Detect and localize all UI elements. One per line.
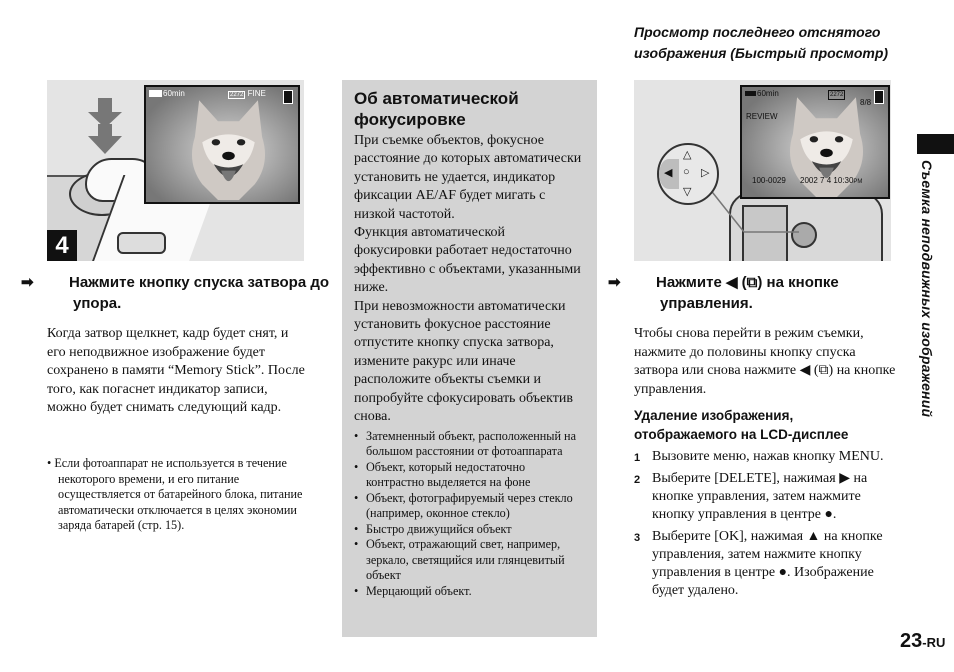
list-item: • Объект, отражающий свет, например, зеркало, светящийся или глянцевитый объект — [354, 537, 585, 584]
file-number: 100-0029 — [752, 176, 786, 185]
step-instruction: ➡ Нажмите кнопку спуска затвора до упора. — [21, 274, 330, 312]
list-item: 1 Вызовите меню, нажав кнопку MENU. — [634, 449, 884, 464]
viewfinder — [117, 232, 166, 254]
delete-steps-list — [634, 448, 896, 604]
left-button[interactable]: ◀ — [664, 167, 673, 179]
battery-indicator: 60min — [149, 90, 185, 98]
dog-photo — [176, 95, 281, 200]
list-item: • Быстро движущийся объект — [354, 522, 585, 538]
image-size-indicator: 2272 FINE — [230, 89, 266, 98]
review-mode-label: REVIEW — [746, 112, 778, 121]
battery-indicator: 60min — [745, 90, 779, 98]
step-number: 4 — [47, 230, 77, 261]
down-button[interactable]: ▽ — [683, 186, 692, 198]
right-button[interactable]: ▷ — [701, 167, 710, 179]
center-button[interactable]: ○ — [683, 166, 690, 178]
memory-stick-icon — [283, 90, 293, 104]
control-pad[interactable] — [657, 143, 719, 205]
image-size-indicator: 2272 — [830, 92, 844, 98]
lcd-screen — [740, 85, 890, 199]
arrow-icon: ➡ — [21, 274, 34, 291]
list-item: 2 Выберите [DELETE], нажимая ▶ на кнопке управления, затем нажмите кнопку управления в центре ●. — [634, 471, 868, 522]
list-item: 3 Выберите [OK], нажимая ▲ на кнопке управления, затем нажмите кнопку управления в центре ●. Изображение будет удалено. — [634, 529, 883, 598]
list-item: • Затемненный объект, расположенный на большом расстоянии от фотоаппарата — [354, 429, 585, 460]
page-number: 23-RU — [900, 630, 946, 652]
arrow-icon: ➡ — [608, 274, 621, 291]
autofocus-title: Об автоматической фокусировке — [354, 89, 519, 129]
autofocus-paragraph-2: Функция автоматической фокусировки работает недостаточно эффективно с объектами, указанными ниже. — [354, 225, 581, 296]
section-title: Просмотр последнего отснятого изображения (Быстрый просмотр) — [634, 24, 889, 61]
up-button[interactable]: △ — [683, 149, 692, 161]
autofocus-paragraph-1: При съемке объектов, фокусное расстояние до которых автоматически установить не удается, индикатор фиксации AE/AF будет мигать с низкой частотой. — [354, 133, 582, 222]
chapter-title: Съемка неподвижных изображений — [919, 160, 935, 418]
review-illustration — [634, 80, 891, 261]
list-item: • Мерцающий объект. — [354, 584, 585, 600]
autofocus-bullet-list — [354, 429, 585, 600]
memory-stick-icon — [874, 90, 884, 104]
press-down-arrows-icon — [87, 98, 123, 156]
list-item: • Объект, который недостаточно контрастно выделяется на фоне — [354, 460, 585, 491]
list-item: • Объект, фотографируемый через стекло (например, оконное стекло) — [354, 491, 585, 522]
chapter-tab-marker — [917, 134, 954, 154]
delete-heading: Удаление изображения, отображаемого на LCD-дисплее — [634, 408, 849, 442]
step-body: Когда затвор щелкнет, кадр будет снят, и его неподвижное изображение будет сохранено в памяти “Memory Stick”. После того, как погаснет индикатор записи, можно будет снимать следующий кадр. — [47, 326, 305, 415]
power-note: • Если фотоаппарат не используется в течение некоторого времени, и его питание осуществляется от батарейного блока, питание автоматически отключается в целях экономии заряда батарей (стр. 15). — [47, 456, 303, 533]
autofocus-info-box — [342, 80, 597, 637]
date-time: 2002 7 4 10:30PM — [800, 176, 863, 185]
review-body: Чтобы снова перейти в режим съемки, нажмите до половины кнопку спуска затвора или снова нажмите ◀ (⧉) на кнопке управления. — [634, 326, 896, 397]
step-instruction: ➡ Нажмите ◀ (⧉) на кнопке управления. — [608, 274, 839, 312]
autofocus-paragraph-3: При невозможности автоматически установить фокусное расстояние отпустите кнопку спуска затвора, измените ракурс или иначе расположите объекты съемки и попробуйте сфокусировать объектив снова. — [354, 298, 574, 425]
shutter-illustration — [47, 80, 304, 261]
frame-counter: 8/8 — [860, 98, 872, 107]
lcd-screen — [144, 85, 300, 204]
